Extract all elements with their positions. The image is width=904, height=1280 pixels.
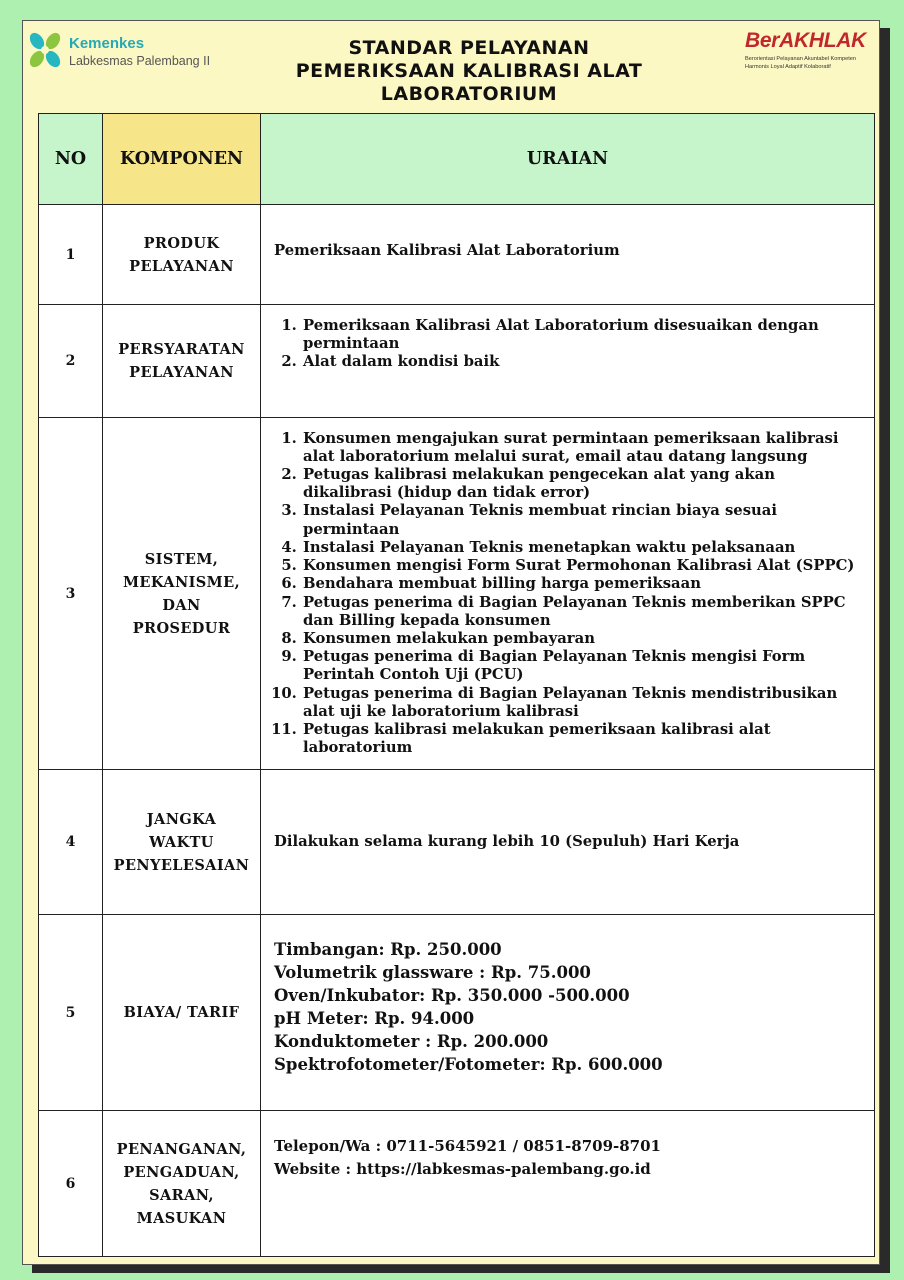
list-item: 3. Instalasi Pelayanan Teknis membuat rincian biaya sesuai permintaan [302, 502, 868, 538]
requirements-list [274, 317, 868, 372]
header-uraian: URAIAN [261, 114, 875, 205]
row-description [261, 915, 875, 1111]
kemenkes-logo [23, 29, 223, 79]
row-component: PRODUK PELAYANAN [103, 205, 261, 305]
table-header-row [39, 114, 875, 205]
title-line: PEMERIKSAAN KALIBRASI ALAT [295, 60, 643, 82]
org-name: Kemenkes [69, 35, 145, 52]
tariff-line: pH Meter: Rp. 94.000 [274, 1009, 475, 1028]
table-row [39, 205, 875, 305]
list-item: 9. Petugas penerima di Bagian Pelayanan Teknis mengisi Form Perintah Contoh Uji (PCU) [302, 648, 868, 684]
list-item: 10. Petugas penerima di Bagian Pelayanan Teknis mendistribusikan alat uji ke laboratorium kalibrasi [302, 685, 868, 721]
header-komponen: KOMPONEN [103, 114, 261, 205]
org-unit: Labkesmas Palembang II [69, 54, 211, 68]
row-description [261, 1111, 875, 1257]
list-item: 2. Alat dalam kondisi baik [302, 353, 868, 371]
berakhlak-logo [739, 27, 879, 82]
row-number: 2 [39, 305, 103, 418]
row-number: 6 [39, 1111, 103, 1257]
list-item: 6. Bendahara membuat billing harga pemeriksaan [302, 575, 868, 593]
core-values-tagline: Berorientasi Pelayanan Akuntabel Kompeten Harmonis Loyal Adaptif Kolaboratif [745, 56, 857, 70]
tariff-line: Volumetrik glassware : Rp. 75.000 [274, 963, 591, 982]
tariff-line: Oven/Inkubator: Rp. 350.000 -500.000 [274, 986, 630, 1005]
list-item: 8. Konsumen melakukan pembayaran [302, 630, 868, 648]
row-description: Pemeriksaan Kalibrasi Alat Laboratorium [261, 205, 875, 305]
tariff-line: Spektrofotometer/Fotometer: Rp. 600.000 [274, 1055, 663, 1074]
table-row [39, 418, 875, 770]
contact-phone: Telepon/Wa : 0711-5645921 / 0851-8709-8701 [274, 1137, 661, 1155]
row-component: SISTEM, MEKANISME, DAN PROSEDUR [103, 418, 261, 770]
row-description [261, 418, 875, 770]
row-number: 3 [39, 418, 103, 770]
list-item: 4. Instalasi Pelayanan Teknis menetapkan waktu pelaksanaan [302, 539, 868, 557]
core-values-brand: BerAKHLAK [745, 29, 866, 52]
table-row [39, 1111, 875, 1257]
row-number: 4 [39, 770, 103, 915]
table-row [39, 305, 875, 418]
table-row [39, 915, 875, 1111]
list-item: 7. Petugas penerima di Bagian Pelayanan Teknis memberikan SPPC dan Billing kepada konsumen [302, 594, 868, 630]
title-line: LABORATORIUM [380, 83, 558, 105]
title-line: STANDAR PELAYANAN [348, 37, 590, 59]
row-description: Dilakukan selama kurang lebih 10 (Sepuluh) Hari Kerja [261, 770, 875, 915]
row-component: BIAYA/ TARIF [103, 915, 261, 1111]
row-component: JANGKA WAKTU PENYELESAIAN [103, 770, 261, 915]
page-title [273, 37, 665, 106]
kemenkes-leaf-icon [23, 29, 67, 73]
tariff-line: Konduktometer : Rp. 200.000 [274, 1032, 549, 1051]
header-no: NO [39, 114, 103, 205]
procedure-list [274, 430, 868, 758]
row-number: 5 [39, 915, 103, 1111]
row-number: 1 [39, 205, 103, 305]
tariff-line: Timbangan: Rp. 250.000 [274, 940, 502, 959]
list-item: 1. Konsumen mengajukan surat permintaan pemeriksaan kalibrasi alat laboratorium melalui surat, email atau datang langsung [302, 430, 868, 466]
table-row [39, 770, 875, 915]
list-item: 2. Petugas kalibrasi melakukan pengecekan alat yang akan dikalibrasi (hidup dan tidak error) [302, 466, 868, 502]
list-item: 11. Petugas kalibrasi melakukan pemeriksaan kalibrasi alat laboratorium [302, 721, 868, 757]
row-component: PERSYARATAN PELAYANAN [103, 305, 261, 418]
contact-website: Website : https://labkesmas-palembang.go.id [274, 1160, 651, 1178]
row-component: PENANGANAN, PENGADUAN, SARAN, MASUKAN [103, 1111, 261, 1257]
service-standard-sheet [22, 20, 880, 1265]
list-item: 1. Pemeriksaan Kalibrasi Alat Laboratorium disesuaikan dengan permintaan [302, 317, 868, 353]
list-item: 5. Konsumen mengisi Form Surat Permohonan Kalibrasi Alat (SPPC) [302, 557, 868, 575]
service-standard-table [38, 113, 875, 1257]
row-description [261, 305, 875, 418]
